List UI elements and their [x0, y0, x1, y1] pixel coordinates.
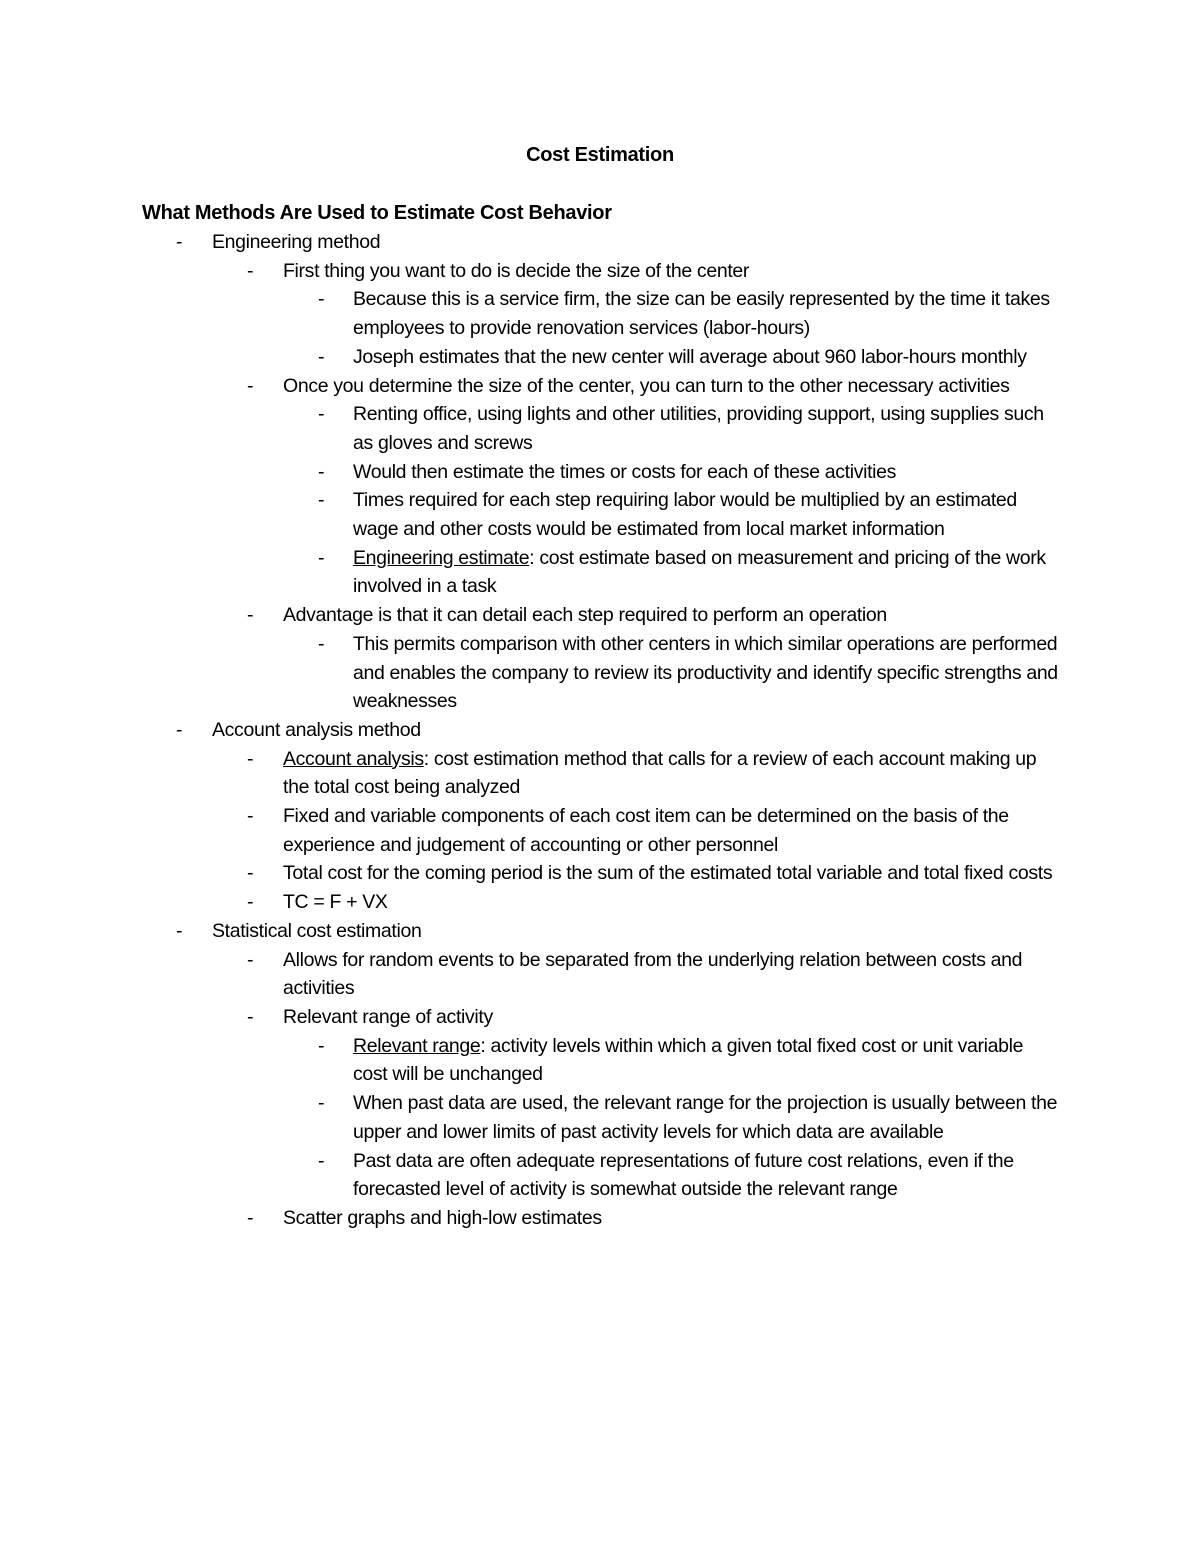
- outline-item-text: Statistical cost estimation: [212, 919, 422, 942]
- outline-item-level-3: [0, 1147, 1200, 1204]
- bullet-dash: -: [318, 489, 325, 512]
- bullet-dash: -: [247, 891, 254, 914]
- section-heading: What Methods Are Used to Estimate Cost Behavior: [142, 202, 612, 224]
- outline-item-text: : cost estimate based on measurement and pricing of the work involved in a task: [353, 546, 1046, 598]
- bullet-dash: -: [247, 1206, 254, 1229]
- outline-item-text: When past data are used, the relevant range for the projection is usually between the upper and lower limits of past activity levels for which data are available: [353, 1092, 1058, 1143]
- bullet-dash: -: [318, 632, 325, 655]
- outline-item-text: Once you determine the size of the center, you can turn to the other necessary activities: [283, 374, 1010, 397]
- outline-item-level-3: [0, 544, 1200, 601]
- outline-item-text: Advantage is that it can detail each step required to perform an operation: [283, 604, 887, 627]
- outline-item-level-2: [0, 1003, 1200, 1032]
- outline-item-level-2: [0, 372, 1200, 401]
- outline-item-level-3: [0, 630, 1200, 716]
- outline-item-level-3: [0, 486, 1200, 543]
- bullet-dash: -: [318, 1092, 325, 1115]
- bullet-dash: -: [247, 259, 254, 282]
- outline-item-level-2: [0, 888, 1200, 917]
- outline-item-level-1: [0, 228, 1200, 257]
- outline-item-level-1: [0, 716, 1200, 745]
- outline-item-text: Would then estimate the times or costs for each of these activities: [353, 460, 897, 483]
- defined-term: Relevant range: [353, 1034, 481, 1057]
- outline-item-level-3: [0, 343, 1200, 372]
- outline-item-text: : activity levels within which a given total fixed cost or unit variable cost will be unchanged: [353, 1034, 1024, 1086]
- outline-item-text: Past data are often adequate representations of future cost relations, even if the forecasted level of activity is somewhat outside the relevant range: [353, 1149, 1014, 1201]
- outline-item-text: : cost estimation method that calls for a review of each account making up the total cost being analyzed: [283, 747, 1037, 799]
- bullet-dash: -: [318, 1149, 325, 1172]
- bullet-dash: -: [318, 288, 325, 311]
- outline-item-text: Engineering method: [212, 231, 381, 253]
- outline-item-text: Times required for each step requiring labor would be multiplied by an estimated wage and other costs would be estimated from local market information: [353, 489, 1017, 541]
- bullet-dash: -: [318, 460, 325, 483]
- bullet-dash: -: [247, 862, 254, 885]
- outline-item-level-3: [0, 458, 1200, 487]
- bullet-dash: -: [318, 403, 325, 426]
- bullet-dash: -: [247, 948, 254, 971]
- bullet-dash: -: [318, 345, 325, 368]
- outline-item-text: Joseph estimates that the new center will average about 960 labor-hours monthly: [353, 345, 1027, 368]
- outline-item-level-3: [0, 1032, 1200, 1089]
- bullet-dash: -: [247, 1005, 254, 1028]
- outline-item-text: First thing you want to do is decide the size of the center: [283, 259, 750, 282]
- bullet-dash: -: [247, 604, 254, 627]
- bullet-dash: -: [247, 805, 254, 828]
- bullet-outline: [0, 228, 1200, 1233]
- bullet-dash: -: [176, 231, 183, 253]
- bullet-dash: -: [318, 1034, 325, 1057]
- outline-item-level-2: [0, 601, 1200, 630]
- outline-item-level-2: [0, 745, 1200, 802]
- defined-term: Account analysis: [283, 747, 424, 770]
- bullet-dash: -: [176, 718, 183, 741]
- bullet-dash: -: [247, 374, 254, 397]
- outline-item-level-3: [0, 1089, 1200, 1146]
- bullet-dash: -: [318, 546, 325, 569]
- outline-item-text: Total cost for the coming period is the sum of the estimated total variable and total fixed costs: [283, 862, 1053, 885]
- outline-item-level-1: [0, 917, 1200, 946]
- outline-item-level-3: [0, 285, 1200, 342]
- outline-item-text: Because this is a service firm, the size can be easily represented by the time it takes employees to provide renovation services (labor-hours): [353, 288, 1050, 340]
- outline-item-level-3: [0, 400, 1200, 457]
- outline-item-level-2: [0, 859, 1200, 888]
- outline-item-text: Allows for random events to be separated from the underlying relation between costs and activities: [283, 948, 1023, 1000]
- outline-item-text: Account analysis method: [212, 718, 421, 741]
- bullet-dash: -: [176, 919, 183, 942]
- bullet-dash: -: [247, 747, 254, 770]
- outline-item-text: Relevant range of activity: [283, 1005, 493, 1028]
- outline-item-level-2: [0, 802, 1200, 859]
- outline-item-text: Renting office, using lights and other utilities, providing support, using supplies such as gloves and screws: [353, 403, 1044, 454]
- defined-term: Engineering estimate: [353, 546, 530, 569]
- outline-item-level-2: [0, 257, 1200, 286]
- outline-item-text: Fixed and variable components of each cost item can be determined on the basis of the experience and judgement of accounting or other personnel: [283, 805, 1009, 856]
- outline-item-text: Scatter graphs and high-low estimates: [283, 1206, 602, 1229]
- outline-item-text: This permits comparison with other centers in which similar operations are performed and enables the company to review its productivity and identify specific strengths and weaknesses: [353, 632, 1058, 713]
- outline-item-text: TC = F + VX: [283, 891, 388, 914]
- outline-item-level-2: [0, 946, 1200, 1003]
- document-title: Cost Estimation: [526, 144, 674, 166]
- outline-item-level-2: [0, 1204, 1200, 1233]
